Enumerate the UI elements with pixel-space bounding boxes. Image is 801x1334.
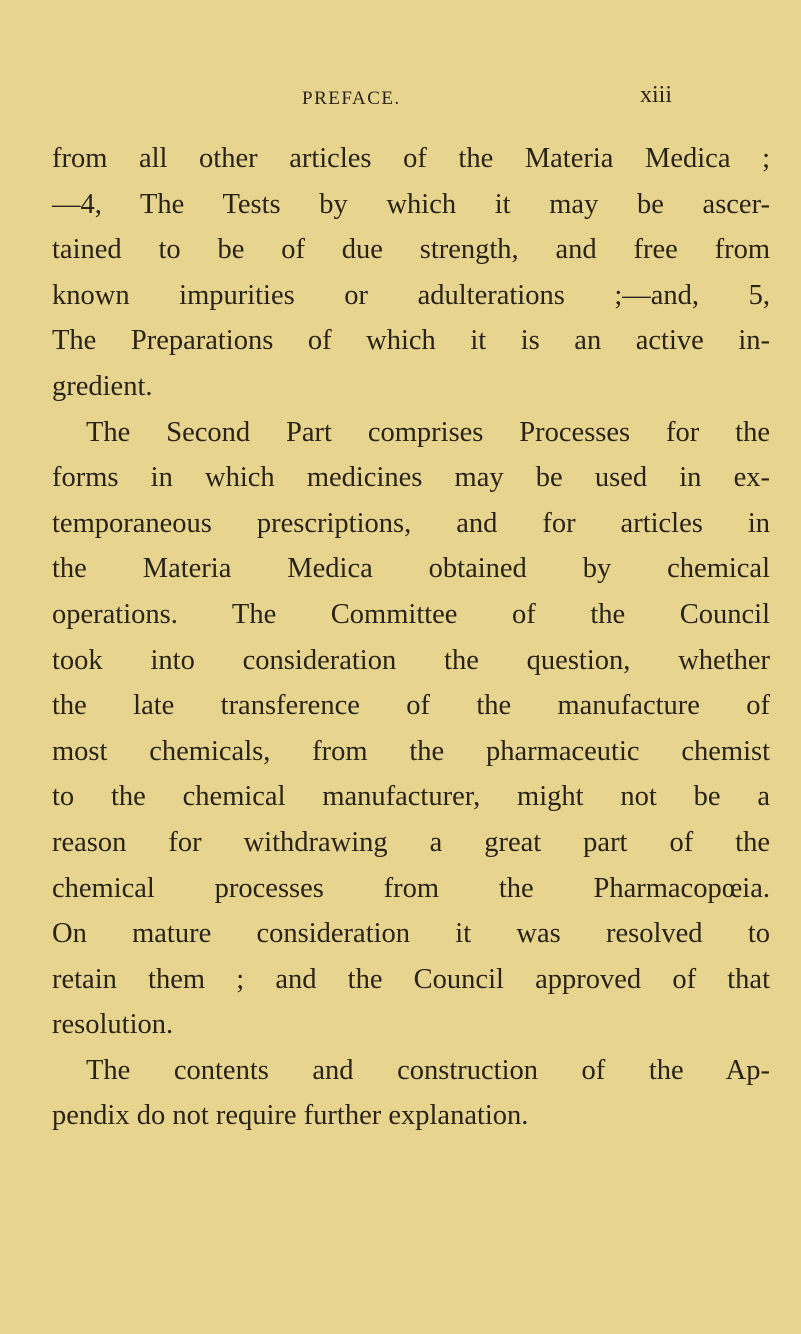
text-line: the Materia Medica obtained by chemical: [52, 553, 770, 585]
text-line: took into consideration the question, whether: [52, 644, 770, 676]
body-text: [52, 136, 770, 1139]
text-line: resolution.: [52, 1009, 174, 1041]
text-line: —4, The Tests by which it may be ascer-: [52, 188, 770, 220]
text-line: gredient.: [52, 370, 153, 402]
text-line: The contents and construction of the Ap-: [86, 1054, 770, 1086]
text-line: temporaneous prescriptions, and for articles in: [52, 507, 770, 539]
running-title: PREFACE.: [302, 88, 401, 109]
page-header: [0, 82, 801, 118]
text-line: most chemicals, from the pharmaceutic chemist: [52, 735, 770, 767]
text-line: retain them ; and the Council approved of that: [52, 963, 770, 995]
text-line: tained to be of due strength, and free from: [52, 234, 770, 266]
text-line: from all other articles of the Materia Medica ;: [52, 143, 770, 174]
text-line: operations. The Committee of the Council: [52, 598, 770, 630]
text-line: to the chemical manufacturer, might not be a: [52, 781, 770, 813]
text-line: chemical processes from the Pharmacopœia.: [52, 872, 770, 904]
text-line: reason for withdrawing a great part of the: [52, 826, 770, 858]
text-line: forms in which medicines may be used in ex-: [52, 462, 770, 494]
text-line: the late transference of the manufacture of: [52, 690, 770, 722]
text-line: The Second Part comprises Processes for the: [86, 416, 770, 448]
text-line: known impurities or adulterations ;—and, 5,: [52, 279, 770, 311]
text-line: pendix do not require further explanation.: [52, 1100, 529, 1132]
text-line: On mature consideration it was resolved to: [52, 918, 770, 950]
page-number: xiii: [640, 82, 673, 108]
text-line: The Preparations of which it is an active in-: [52, 325, 770, 357]
